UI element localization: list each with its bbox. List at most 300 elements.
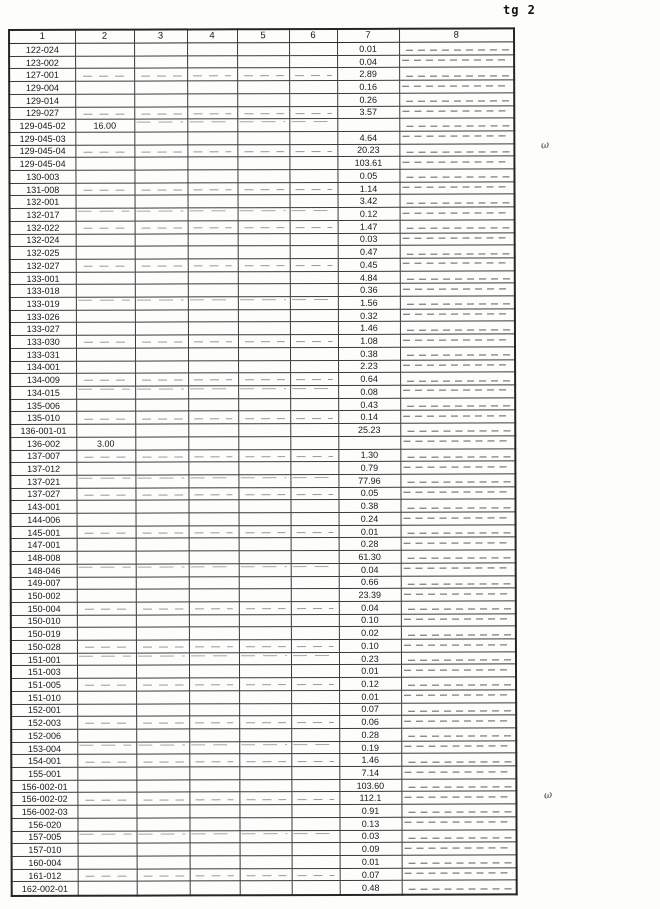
col2-value-cell — [76, 462, 135, 475]
empty-cell — [291, 805, 339, 818]
empty-cell — [136, 767, 189, 780]
empty-cell — [134, 145, 187, 158]
col7-value-cell — [338, 436, 400, 449]
col2-value-cell — [75, 56, 134, 69]
col2-value-cell — [77, 767, 136, 780]
col7-value-cell: 2.23 — [338, 360, 400, 373]
empty-cell — [187, 132, 237, 145]
empty-cell — [187, 43, 237, 56]
empty-cell — [400, 245, 515, 258]
empty-cell — [290, 398, 338, 411]
col7-value-cell: 0.36 — [338, 284, 400, 297]
empty-cell — [399, 93, 514, 106]
row-id-cell: 137-012 — [10, 462, 76, 475]
empty-cell — [239, 805, 291, 818]
table-body — [9, 42, 517, 896]
col7-value-cell: 1.14 — [337, 182, 399, 195]
col7-value-cell: 23.39 — [339, 589, 401, 602]
empty-cell — [291, 779, 339, 792]
empty-cell — [239, 576, 291, 589]
empty-cell — [291, 678, 339, 691]
empty-cell — [238, 335, 290, 348]
col7-value-cell: 0.03 — [338, 233, 400, 246]
empty-cell — [187, 144, 237, 157]
row-id-cell: 122-024 — [9, 43, 75, 56]
empty-cell — [238, 487, 290, 500]
empty-cell — [290, 373, 338, 386]
row-id-cell: 132-025 — [10, 247, 76, 260]
empty-cell — [239, 589, 291, 602]
col2-value-cell — [77, 818, 136, 831]
col7-value-cell: 1.46 — [339, 754, 401, 767]
empty-cell — [400, 334, 515, 347]
empty-cell — [135, 259, 188, 272]
empty-cell — [289, 106, 337, 119]
empty-cell — [135, 233, 188, 246]
empty-cell — [238, 449, 290, 462]
col2-value-cell — [77, 793, 136, 806]
empty-cell — [291, 767, 339, 780]
empty-cell — [238, 411, 290, 424]
empty-cell — [239, 818, 291, 831]
empty-cell — [290, 322, 338, 335]
empty-cell — [136, 742, 189, 755]
col7-value-cell: 0.38 — [338, 347, 400, 360]
empty-cell — [400, 207, 515, 220]
col2-value-cell — [76, 500, 135, 513]
empty-cell — [134, 106, 187, 119]
empty-cell — [135, 500, 188, 513]
empty-cell — [136, 640, 189, 653]
empty-cell — [188, 348, 238, 361]
empty-cell — [290, 220, 338, 233]
row-id-cell: 127-001 — [9, 69, 75, 82]
col7-value-cell: 0.23 — [339, 652, 401, 665]
empty-cell — [290, 297, 338, 310]
row-id-cell: 157-005 — [12, 831, 78, 844]
empty-cell — [400, 194, 515, 207]
col7-value-cell: 0.07 — [340, 868, 402, 881]
row-id-cell: 132-022 — [10, 221, 76, 234]
col7-value-cell: 0.43 — [338, 398, 400, 411]
empty-cell — [239, 678, 291, 691]
empty-cell — [291, 640, 339, 653]
empty-cell — [189, 805, 239, 818]
empty-cell — [239, 690, 291, 703]
empty-cell — [400, 232, 515, 245]
row-id-cell: 150-002 — [11, 590, 77, 603]
empty-cell — [188, 310, 238, 323]
row-id-cell: 144-006 — [11, 513, 77, 526]
empty-cell — [289, 169, 337, 182]
col2-value-cell — [75, 157, 134, 170]
empty-cell — [239, 652, 291, 665]
empty-cell — [239, 779, 291, 792]
empty-cell — [290, 347, 338, 360]
empty-cell — [401, 601, 516, 614]
col7-value-cell: 3.57 — [337, 106, 399, 119]
row-id-cell: 129-045-02 — [9, 120, 75, 133]
col2-value-cell — [76, 475, 135, 488]
col7-value-cell: 0.01 — [339, 690, 401, 703]
col2-value-cell: 16.00 — [75, 119, 134, 132]
col7-value-cell: 0.12 — [339, 677, 401, 690]
empty-cell — [289, 144, 337, 157]
empty-cell — [238, 246, 290, 259]
empty-cell — [239, 716, 291, 729]
empty-cell — [400, 220, 515, 233]
row-id-cell: 153-004 — [11, 742, 77, 755]
empty-cell — [135, 449, 188, 462]
row-id-cell: 152-003 — [11, 717, 77, 730]
empty-cell — [239, 767, 291, 780]
row-id-cell: 129-045-04 — [9, 145, 75, 158]
empty-cell — [289, 68, 337, 81]
empty-cell — [189, 741, 239, 754]
empty-cell — [136, 691, 189, 704]
empty-cell — [189, 551, 239, 564]
empty-cell — [187, 55, 237, 68]
col2-value-cell — [76, 246, 135, 259]
row-id-cell: 154-001 — [11, 755, 77, 768]
col7-value-cell: 103.61 — [337, 157, 399, 170]
empty-cell — [290, 195, 338, 208]
col7-value-cell: 0.02 — [339, 627, 401, 640]
empty-cell — [400, 271, 515, 284]
empty-cell — [400, 347, 515, 360]
empty-cell — [238, 500, 290, 513]
row-id-cell: 151-003 — [11, 666, 77, 679]
empty-cell — [188, 462, 238, 475]
empty-cell — [189, 589, 239, 602]
col2-value-cell — [75, 81, 134, 94]
col7-value-cell: 0.01 — [339, 525, 401, 538]
empty-cell — [189, 640, 239, 653]
col2-value-cell — [77, 691, 136, 704]
empty-cell — [237, 157, 289, 170]
empty-cell — [402, 842, 517, 855]
empty-cell — [189, 729, 239, 742]
empty-cell — [190, 843, 240, 856]
empty-cell — [291, 563, 339, 576]
empty-cell — [291, 589, 339, 602]
row-id-cell: 150-028 — [11, 640, 77, 653]
empty-cell — [238, 259, 290, 272]
empty-cell — [402, 855, 517, 868]
row-id-cell: 150-004 — [11, 602, 77, 615]
col7-value-cell: 0.26 — [337, 93, 399, 106]
empty-cell — [135, 208, 188, 221]
empty-cell — [291, 614, 339, 627]
col2-value-cell — [76, 310, 135, 323]
empty-cell — [189, 602, 239, 615]
col7-value-cell: 0.48 — [340, 881, 402, 895]
empty-cell — [135, 399, 188, 412]
row-id-cell: 133-027 — [10, 323, 76, 336]
col7-value-cell: 1.08 — [338, 334, 400, 347]
col7-value-cell: 0.47 — [338, 246, 400, 259]
empty-cell — [399, 131, 514, 144]
empty-cell — [239, 513, 291, 526]
empty-cell — [238, 297, 290, 310]
col2-value-cell — [77, 627, 136, 640]
column-header: 6 — [289, 29, 337, 43]
col7-value-cell: 103.60 — [339, 779, 401, 792]
col7-value-cell: 0.01 — [337, 42, 399, 55]
empty-cell — [291, 690, 339, 703]
empty-cell — [188, 411, 238, 424]
row-id-cell: 134-001 — [10, 361, 76, 374]
row-id-cell: 133-031 — [10, 348, 76, 361]
empty-cell — [291, 792, 339, 805]
col7-value-cell: 0.28 — [339, 728, 401, 741]
empty-cell — [188, 437, 238, 450]
empty-cell — [237, 43, 289, 56]
empty-cell — [189, 614, 239, 627]
empty-cell — [238, 424, 290, 437]
col2-value-cell — [76, 335, 135, 348]
col7-value-cell: 4.64 — [337, 131, 399, 144]
empty-cell — [190, 868, 240, 881]
empty-cell — [187, 94, 237, 107]
empty-cell — [401, 563, 516, 576]
empty-cell — [400, 499, 515, 512]
empty-cell — [188, 195, 238, 208]
empty-cell — [187, 119, 237, 132]
col7-value-cell: 0.05 — [338, 487, 400, 500]
empty-cell — [136, 716, 189, 729]
handwritten-mark: ω — [540, 139, 551, 152]
empty-cell — [187, 157, 237, 170]
empty-cell — [400, 321, 515, 334]
empty-cell — [237, 55, 289, 68]
row-id-cell: 145-001 — [11, 526, 77, 539]
empty-cell — [136, 538, 189, 551]
col7-value-cell: 0.14 — [338, 411, 400, 424]
col7-value-cell: 0.24 — [339, 512, 401, 525]
empty-cell — [136, 805, 189, 818]
empty-cell — [189, 576, 239, 589]
empty-cell — [134, 68, 187, 81]
row-id-cell: 162-002-01 — [12, 882, 78, 896]
col7-value-cell: 3.42 — [338, 195, 400, 208]
empty-cell — [238, 347, 290, 360]
empty-cell — [134, 170, 187, 183]
empty-cell — [237, 144, 289, 157]
empty-cell — [400, 474, 515, 487]
col7-value-cell: 0.10 — [339, 639, 401, 652]
empty-cell — [291, 665, 339, 678]
empty-cell — [135, 361, 188, 374]
row-id-cell: 151-001 — [11, 653, 77, 666]
empty-cell — [239, 640, 291, 653]
empty-cell — [188, 487, 238, 500]
col7-value-cell: 0.38 — [338, 500, 400, 513]
row-id-cell: 137-027 — [10, 488, 76, 501]
col2-value-cell — [77, 577, 136, 590]
empty-cell — [137, 843, 190, 856]
empty-cell — [289, 182, 337, 195]
row-id-cell: 152-001 — [11, 704, 77, 717]
row-id-cell: 156-002-03 — [11, 805, 77, 818]
empty-cell — [238, 462, 290, 475]
col7-value-cell: 112.1 — [339, 792, 401, 805]
empty-cell — [400, 296, 515, 309]
col2-value-cell — [77, 551, 136, 564]
empty-cell — [400, 448, 515, 461]
empty-cell — [292, 855, 340, 868]
col2-value-cell — [76, 284, 135, 297]
row-id-cell: 130-003 — [9, 170, 75, 183]
empty-cell — [190, 881, 240, 895]
empty-cell — [238, 322, 290, 335]
row-id-cell: 133-018 — [10, 285, 76, 298]
column-header: 5 — [237, 29, 289, 43]
empty-cell — [401, 741, 516, 754]
empty-cell — [238, 436, 290, 449]
row-id-cell: 150-019 — [11, 628, 77, 641]
empty-cell — [400, 487, 515, 500]
empty-cell — [189, 678, 239, 691]
empty-cell — [239, 551, 291, 564]
col7-value-cell: 0.12 — [338, 207, 400, 220]
empty-cell — [137, 881, 190, 895]
empty-cell — [401, 791, 516, 804]
empty-cell — [399, 182, 514, 195]
empty-cell — [400, 283, 515, 296]
col7-value-cell: 0.79 — [338, 461, 400, 474]
empty-cell — [238, 208, 290, 221]
empty-cell — [399, 67, 514, 80]
row-id-cell: 134-015 — [10, 386, 76, 399]
col7-value-cell: 0.06 — [339, 716, 401, 729]
empty-cell — [291, 716, 339, 729]
column-header: 4 — [187, 29, 237, 43]
empty-cell — [401, 677, 516, 690]
empty-cell — [290, 449, 338, 462]
empty-cell — [135, 272, 188, 285]
empty-cell — [134, 157, 187, 170]
empty-cell — [401, 804, 516, 817]
col2-value-cell — [77, 564, 136, 577]
empty-cell — [136, 678, 189, 691]
empty-cell — [239, 792, 291, 805]
col2-value-cell — [75, 183, 134, 196]
empty-cell — [188, 360, 238, 373]
empty-cell — [399, 42, 514, 55]
empty-cell — [291, 703, 339, 716]
empty-cell — [291, 728, 339, 741]
col2-value-cell — [77, 615, 136, 628]
row-id-cell: 133-026 — [10, 310, 76, 323]
empty-cell — [134, 119, 187, 132]
empty-cell — [188, 246, 238, 259]
col2-value-cell — [78, 843, 137, 856]
empty-cell — [402, 880, 517, 894]
empty-cell — [289, 42, 337, 55]
empty-cell — [135, 475, 188, 488]
col7-value-cell: 2.89 — [337, 68, 399, 81]
empty-cell — [238, 271, 290, 284]
empty-cell — [290, 271, 338, 284]
empty-cell — [289, 131, 337, 144]
empty-cell — [401, 817, 516, 830]
empty-cell — [136, 754, 189, 767]
empty-cell — [240, 868, 292, 881]
empty-cell — [136, 792, 189, 805]
empty-cell — [189, 818, 239, 831]
empty-cell — [189, 627, 239, 640]
empty-cell — [239, 729, 291, 742]
empty-cell — [401, 614, 516, 627]
row-id-cell: 150-010 — [11, 615, 77, 628]
empty-cell — [240, 830, 292, 843]
col2-value-cell — [77, 678, 136, 691]
empty-cell — [189, 564, 239, 577]
empty-cell — [189, 716, 239, 729]
empty-cell — [134, 183, 187, 196]
col2-value-cell — [77, 780, 136, 793]
empty-cell — [237, 132, 289, 145]
empty-cell — [238, 398, 290, 411]
empty-cell — [189, 525, 239, 538]
col2-value-cell — [78, 856, 137, 869]
col7-value-cell: 61.30 — [339, 550, 401, 563]
empty-cell — [187, 106, 237, 119]
col7-value-cell: 20.23 — [337, 144, 399, 157]
empty-cell — [239, 703, 291, 716]
col2-value-cell — [76, 348, 135, 361]
col2-value-cell — [76, 234, 135, 247]
row-id-cell: 156-002-02 — [11, 793, 77, 806]
empty-cell — [135, 424, 188, 437]
empty-cell — [136, 513, 189, 526]
empty-cell — [290, 284, 338, 297]
empty-cell — [401, 766, 516, 779]
empty-cell — [135, 386, 188, 399]
empty-cell — [401, 690, 516, 703]
empty-cell — [237, 81, 289, 94]
empty-cell — [187, 170, 237, 183]
row-id-cell: 132-024 — [10, 234, 76, 247]
col2-value-cell — [76, 386, 135, 399]
empty-cell — [188, 373, 238, 386]
empty-cell — [291, 741, 339, 754]
empty-cell — [290, 500, 338, 513]
col2-value-cell — [77, 602, 136, 615]
col7-value-cell: 1.30 — [338, 449, 400, 462]
row-id-cell: 129-004 — [9, 81, 75, 94]
column-header: 8 — [399, 28, 514, 42]
col2-value-cell — [77, 704, 136, 717]
col2-value-cell — [77, 716, 136, 729]
empty-cell — [238, 284, 290, 297]
empty-cell — [237, 106, 289, 119]
col7-value-cell: 0.28 — [339, 538, 401, 551]
table-area — [8, 27, 518, 897]
empty-cell — [401, 550, 516, 563]
empty-cell — [188, 386, 238, 399]
row-id-cell: 129-014 — [9, 94, 75, 107]
row-id-cell: 135-010 — [10, 412, 76, 425]
empty-cell — [239, 665, 291, 678]
row-id-cell: 156-020 — [11, 818, 77, 831]
col2-value-cell — [76, 208, 135, 221]
col2-value-cell — [77, 513, 136, 526]
col2-value-cell — [75, 69, 134, 82]
empty-cell — [239, 563, 291, 576]
empty-cell — [291, 601, 339, 614]
